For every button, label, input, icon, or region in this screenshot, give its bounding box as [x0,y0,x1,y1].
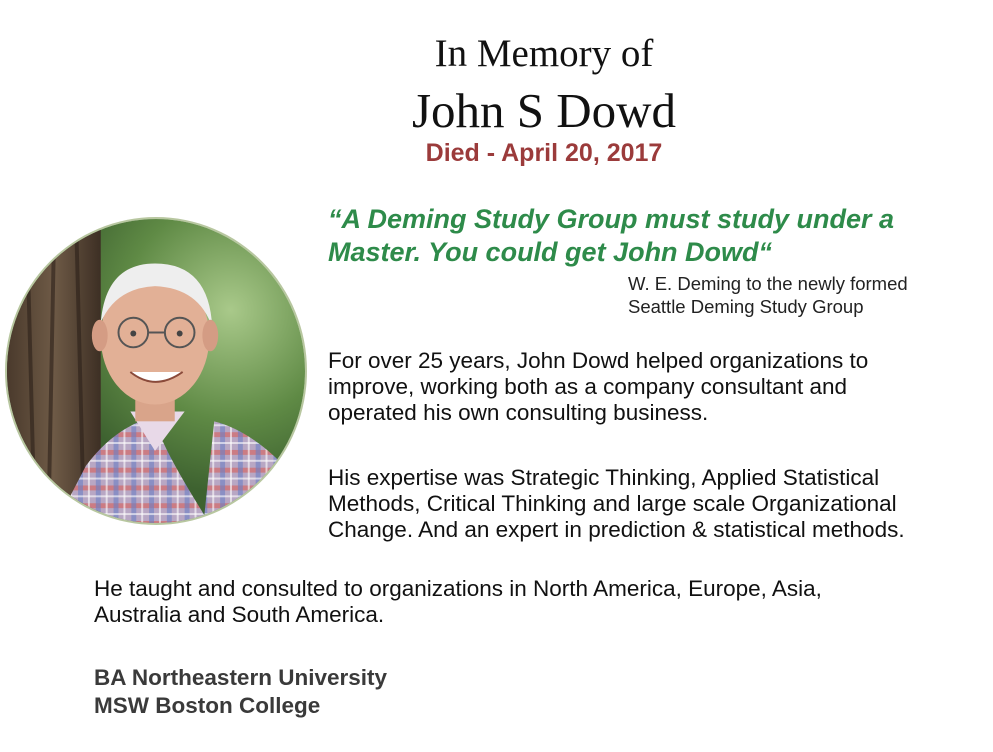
paragraph-line: improve, working both as a company consultant and [328,374,848,399]
career-paragraph [328,348,968,426]
quote-line: “A Deming Study Group must study under a [328,204,895,234]
expertise-paragraph [328,465,988,543]
paragraph-line: Change. And an expert in prediction & statistical methods. [328,517,905,542]
attribution-line: W. E. Deming to the newly formed [628,273,908,294]
paragraph-line: operated his own consulting business. [328,400,709,425]
education-list [94,664,694,720]
portrait-image [7,219,305,523]
person-name: John S Dowd [411,83,677,138]
paragraph-line: He taught and consulted to organizations in North America, Europe, Asia, [94,576,822,601]
quote-line: Master. You could get John Dowd“ [328,237,773,267]
quote-attribution [628,272,978,318]
attribution-line: Seattle Deming Study Group [628,296,864,317]
portrait-photo [5,217,307,525]
deming-quote [328,203,968,269]
paragraph-line: Methods, Critical Thinking and large scale Organizational [328,491,897,516]
memory-label: In Memory of [434,32,654,75]
death-date: Died - April 20, 2017 [425,139,663,167]
degree-msw: MSW Boston College [94,693,321,718]
paragraph-line: His expertise was Strategic Thinking, Applied Statistical [328,465,880,490]
degree-ba: BA Northeastern University [94,665,387,690]
regions-paragraph [94,576,974,628]
paragraph-line: Australia and South America. [94,602,385,627]
paragraph-line: For over 25 years, John Dowd helped organizations to [328,348,869,373]
